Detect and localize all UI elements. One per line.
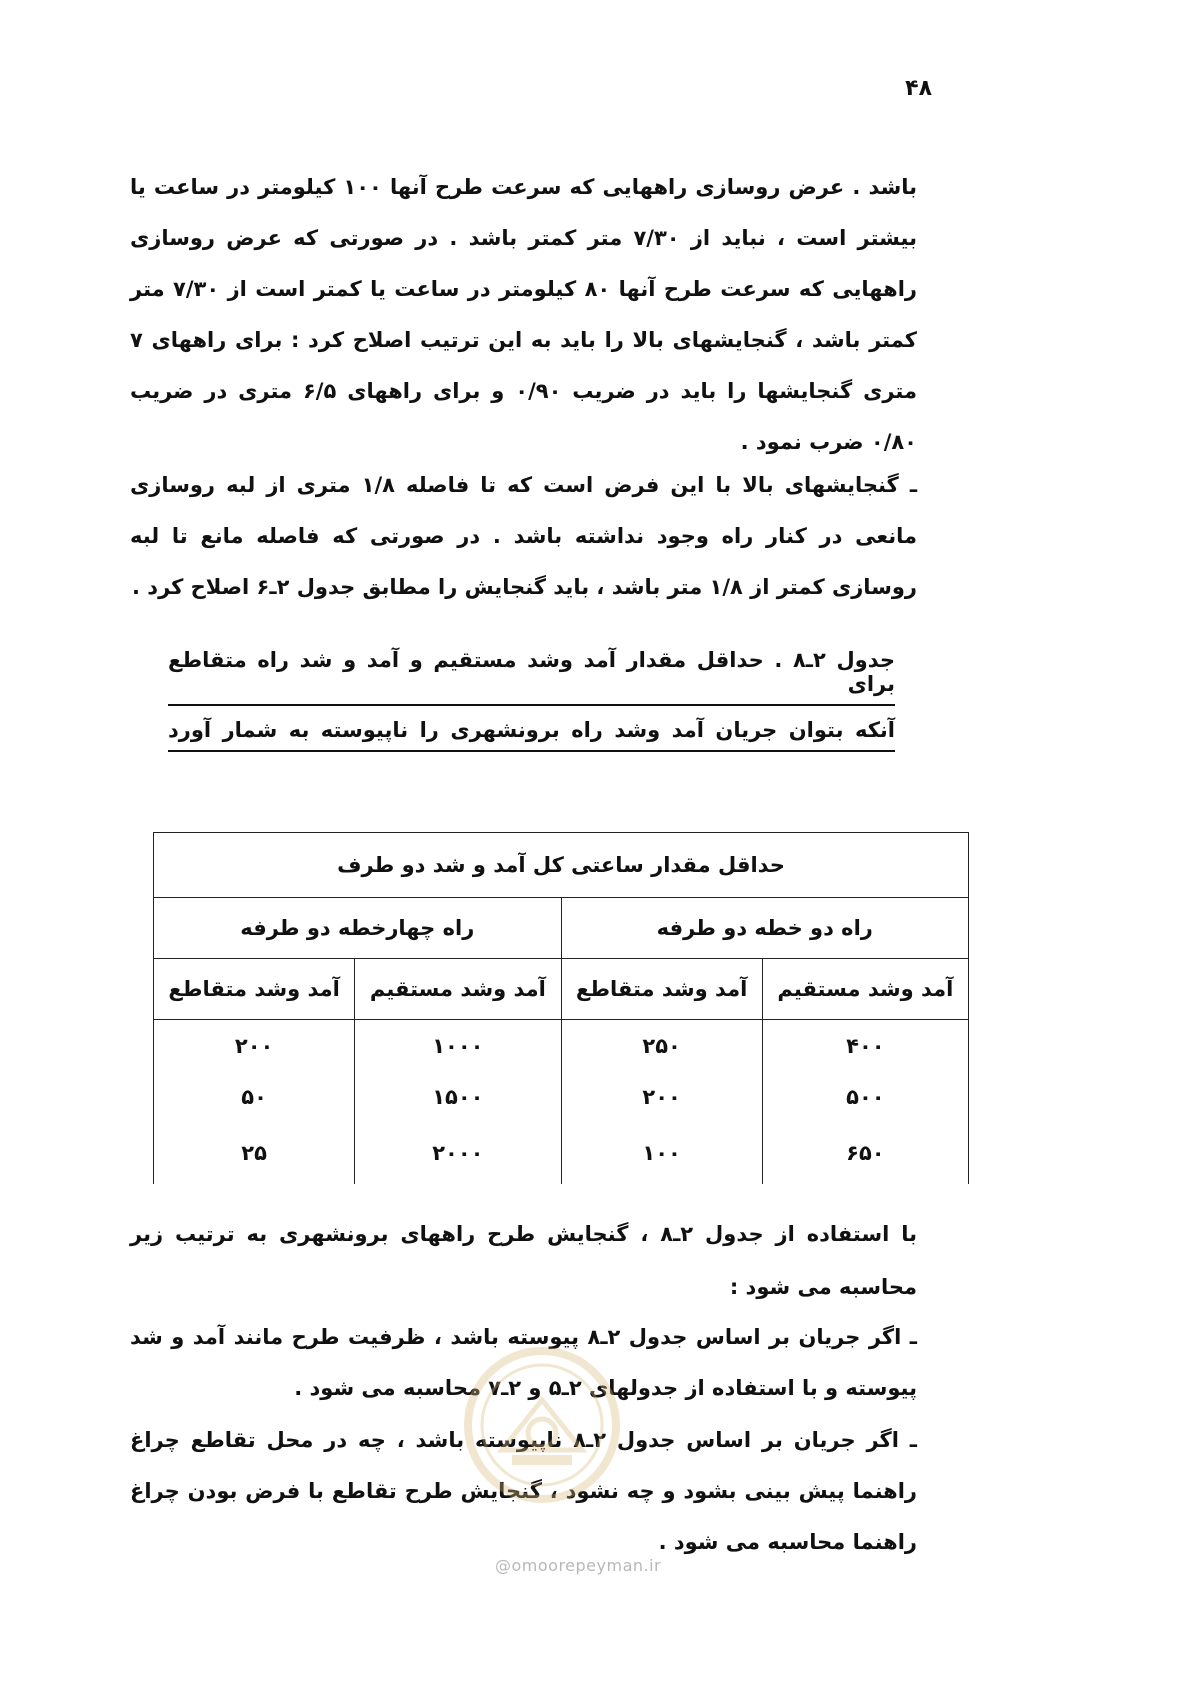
table-cell: ۵۰ [154,1071,355,1122]
table-cell: ۱۰۰۰ [355,1020,561,1072]
table-cell: ۲۵ [154,1122,355,1184]
page-number: ۴۸ [905,76,932,101]
paragraph-road-width: باشد . عرض روسازی راههایی که سرعت طرح آنها ۱۰۰ کیلومتر در ساعت یا بیشتر است ، نباید از ۷/۳۰ متر کمتر باشد . در صورتی که عرض روسازی راههایی که سرعت طرح آنها ۸۰ کیلومتر در ساعت یا کمتر است از ۷/۳۰ متر کمتر باشد ، گنجایشهای بالا را باید به این ترتیب اصلاح کرد : برای راههای ۷ متری گنجایشها را باید در ضریب ۰/۹۰ و برای راههای ۶/۵ متری در ضریب ۰/۸۰ ضرب نمود . [130,175,917,454]
table-row [154,1020,969,1072]
table-row [154,1071,969,1122]
table-cell: ۱۰۰ [561,1122,762,1184]
table-caption-line-1: جدول ۲ـ۸ . حداقل مقدار آمد وشد مستقیم و آمد و شد راه متقاطع برای [168,648,895,706]
paragraph-discontinuous-flow: ـ اگر جریان بر اساس جدول ۲ـ۸ ناپیوسته باشد ، چه در محل تقاطع چراغ راهنما پیش بینی بشود و چه نشود ، گنجایش طرح تقاطع با فرض بودن چراغ راهنما محاسبه می شود . [130,1428,917,1554]
table-column-header: آمد وشد مستقیم [355,959,561,1020]
table-column-header: آمد وشد متقاطع [154,959,355,1020]
table-cell: ۱۵۰۰ [355,1071,561,1122]
table-group-four-lane: راه چهارخطه دو طرفه [154,898,562,959]
table-caption-line-2: آنکه بتوان جریان آمد وشد راه برونشهری را ناپیوسته به شمار آورد [168,718,895,752]
table-cell: ۲۵۰ [561,1020,762,1072]
table-cell: ۲۰۰ [561,1071,762,1122]
paragraph-capacity-intro: با استفاده از جدول ۲ـ۸ ، گنجایش طرح راههای برونشهری به ترتیب زیر محاسبه می شود : [130,1222,918,1299]
table-column-header: آمد وشد متقاطع [561,959,762,1020]
table-cell: ۵۰۰ [762,1071,968,1122]
table-column-header: آمد وشد مستقیم [762,959,968,1020]
table-title: حداقل مقدار ساعتی کل آمد و شد دو طرف [154,833,969,898]
traffic-volume-table [153,832,969,1184]
paragraph-obstacle-distance: ـ گنجایشهای بالا با این فرض است که تا فاصله ۱/۸ متری از لبه روسازی مانعی در کنار راه وجود نداشته باشد . در صورتی که فاصله مانع تا لبه روسازی کمتر از ۱/۸ متر باشد ، باید گنجایش را مطابق جدول ۲ـ۶ اصلاح کرد . [130,473,918,599]
table-cell: ۶۵۰ [762,1122,968,1184]
seal-logo-icon [462,1345,622,1505]
table-cell: ۲۰۰۰ [355,1122,561,1184]
table-group-two-lane: راه دو خطه دو طرفه [561,898,968,959]
table-cell: ۴۰۰ [762,1020,968,1072]
watermark-handle: @omoorepeyman.ir [495,1556,662,1575]
paragraph-continuous-flow: ـ اگر جریان بر اساس جدول ۲ـ۸ پیوسته باشد ، ظرفیت طرح مانند آمد و شد پیوسته و با استفاده از جدولهای ۲ـ۵ و ۲ـ۷ محاسبه می شود . [130,1325,917,1400]
table-cell: ۲۰۰ [154,1020,355,1072]
table-row [154,1122,969,1184]
